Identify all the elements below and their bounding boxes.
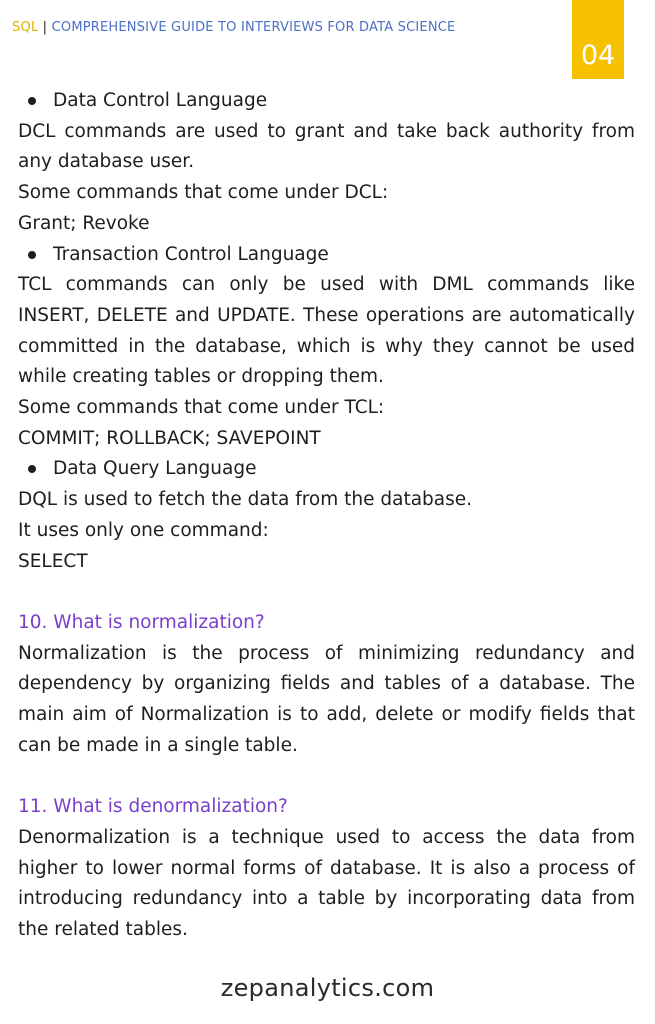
bullet-item-dql [18, 454, 635, 485]
bullet-label: Data Control Language [53, 90, 268, 111]
dcl-description: DCL commands are used to grant and take back authority from any database user. [18, 120, 635, 173]
bullet-dot-icon [28, 465, 36, 473]
bullet-dot-icon [28, 97, 36, 105]
page-number-badge [572, 0, 624, 79]
question-10-answer: Normalization is the process of minimizing redundancy and dependency by organizing fields and tables of a database. The main aim of Normalization is to add, delete or modify fields that can be made in a single table. [18, 642, 635, 756]
dcl-commands: Grant; Revoke [18, 212, 150, 234]
page-number: 04 [580, 40, 616, 71]
header-tag: SQL [12, 20, 39, 35]
question-10-heading: 10. What is normalization? [18, 611, 265, 633]
dql-description: DQL is used to fetch the data from the database. [18, 489, 473, 511]
dql-commands-intro: It uses only one command: [18, 519, 269, 541]
bullet-label: Data Query Language [53, 458, 257, 480]
spacer [18, 761, 635, 792]
bullet-item-tcl [18, 240, 635, 271]
tcl-commands: COMMIT; ROLLBACK; SAVEPOINT [18, 427, 321, 449]
bullet-item-dcl [18, 86, 635, 117]
tcl-description: TCL commands can only be used with DML commands like INSERT, DELETE and UPDATE. These operations are automatically committed in the database, which is why they cannot be used while creating tables or dropping them. [18, 274, 635, 388]
header-subtitle: COMPREHENSIVE GUIDE TO INTERVIEWS FOR DATA SCIENCE [51, 20, 456, 35]
header-separator: | [42, 20, 48, 35]
bullet-label: Transaction Control Language [53, 243, 329, 265]
page-header [12, 20, 455, 35]
footer-site-link: zepanalytics.com [220, 974, 435, 1002]
tcl-commands-intro: Some commands that come under TCL: [18, 397, 385, 419]
dql-commands: SELECT [18, 550, 88, 572]
question-11-heading: 11. What is denormalization? [18, 796, 288, 818]
dcl-commands-intro: Some commands that come under DCL: [18, 182, 389, 204]
question-11-answer: Denormalization is a technique used to access the data from higher to lower normal forms of database. It is also a process of introducing redundancy into a table by incorporating data from the related tables. [18, 826, 635, 940]
bullet-dot-icon [28, 251, 36, 259]
spacer [18, 577, 635, 608]
main-content [18, 86, 635, 946]
